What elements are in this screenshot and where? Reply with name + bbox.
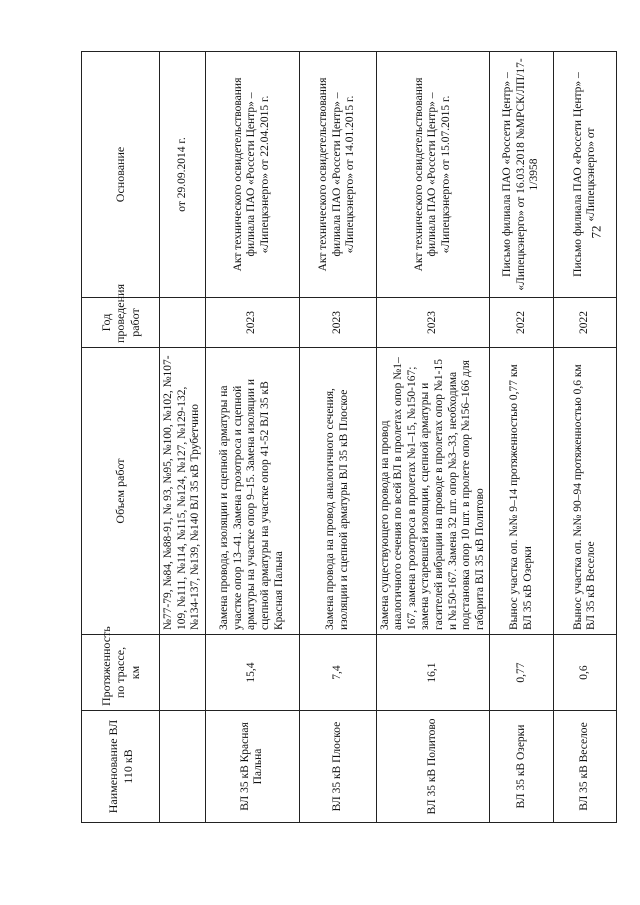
table-row <box>554 52 617 823</box>
cell-scope: Замена провода на провод аналогичного сечения, изоляции и сцепной арматуры ВЛ 35 кВ Плоское <box>299 348 376 635</box>
cell-name: ВЛ 35 кВ Красная Пальна <box>205 711 299 823</box>
cell-basis: Акт технического освидетельствования филиала ПАО «Россети Центр» – «Липецкэнерго» от 22.04.2015 г. <box>205 52 299 298</box>
cell-year: 2023 <box>299 298 376 348</box>
page-number: 72 <box>588 225 604 239</box>
cell-scope: Вынос участка оп. №№ 9–14 протяженностью 0,77 км ВЛ 35 кВ Озерки <box>490 348 554 635</box>
cell-basis: Письмо филиала ПАО «Россети Центр» – «Липецкэнерго» от 16.03.2018 №МРСК/ЛП/17-1/3958 <box>490 52 554 298</box>
cell-basis: от 29.09.2014 г. <box>160 52 206 298</box>
cell-basis: Акт технического освидетельствования филиала ПАО «Россети Центр» – «Липецкэнерго» от 15.07.2015 г. <box>376 52 490 298</box>
cell-name: ВЛ 35 кВ Озерки <box>490 711 554 823</box>
cell-scope: №77-79, №84, №88-91, № 93, №95, №100, №102, №107-109, №111, №114, №115, №124, №127, №129-132, №134-137, №139, №140 ВЛ 35 кВ Трубетчино <box>160 348 206 635</box>
cell-length: 7,4 <box>299 635 376 711</box>
table-header-row <box>82 52 160 823</box>
cell-scope: Замена существующего провода на провод аналогичного сечения по всей ВЛ в пролетах опор №1–167, замена грозотроса в пролетах №1–15, №150-167; замена устаревшей изоляции, сцепной арматуры и гасителей вибрации на проводе в пролетах опор №1-15 и №150-167. Замена 32 шт. опор №3–33, необходима подстановка опор 10 шт. в пролете опор №156–166 для габарита ВЛ 35 кВ Политово <box>376 348 490 635</box>
cell-length: 0,6 <box>554 635 617 711</box>
cell-length: 0,77 <box>490 635 554 711</box>
cell-name: ВЛ 35 кВ Веселое <box>554 711 617 823</box>
cell-length: 16,1 <box>376 635 490 711</box>
table-row <box>490 52 554 823</box>
cell-name: ВЛ 35 кВ Плоское <box>299 711 376 823</box>
cell-basis: Акт технического освидетельствования филиала ПАО «Россети Центр» – «Липецкэнерго» от 14.01.2015 г. <box>299 52 376 298</box>
cell-year: 2023 <box>376 298 490 348</box>
cell-year: 2022 <box>490 298 554 348</box>
header-name: Наименование ВЛ 110 кВ <box>82 711 160 823</box>
cell-basis: Письмо филиала ПАО «Россети Центр» – «Липецкэнерго» от <box>554 52 617 298</box>
header-scope: Объем работ <box>82 348 160 635</box>
cell-year: 2022 <box>554 298 617 348</box>
table-row <box>160 52 206 823</box>
header-year: Год проведения работ <box>82 298 160 348</box>
header-length: Протяженность по трассе, км <box>82 635 160 711</box>
cell-scope: Замена провода, изоляции и сцепной арматуры на участке опор 13–41. Замена грозотроса и сцепной арматуры на участке опор 9–15. Замена изоляции и сцепной арматуры на участке опор 41-52 ВЛ 35 кВ Красная Пальна <box>205 348 299 635</box>
table-row <box>205 52 299 823</box>
cell-name: ВЛ 35 кВ Политово <box>376 711 490 823</box>
cell-year <box>160 298 206 348</box>
header-basis: Основание <box>82 52 160 298</box>
cell-length: 15,4 <box>205 635 299 711</box>
cell-scope: Вынос участка оп. №№ 90–94 протяженностью 0,6 км ВЛ 35 кВ Веселое <box>554 348 617 635</box>
table-row <box>376 52 490 823</box>
rotated-table-container <box>81 52 608 823</box>
cell-length <box>160 635 206 711</box>
cell-year: 2023 <box>205 298 299 348</box>
cell-name <box>160 711 206 823</box>
table-row <box>299 52 376 823</box>
works-table <box>81 51 617 823</box>
